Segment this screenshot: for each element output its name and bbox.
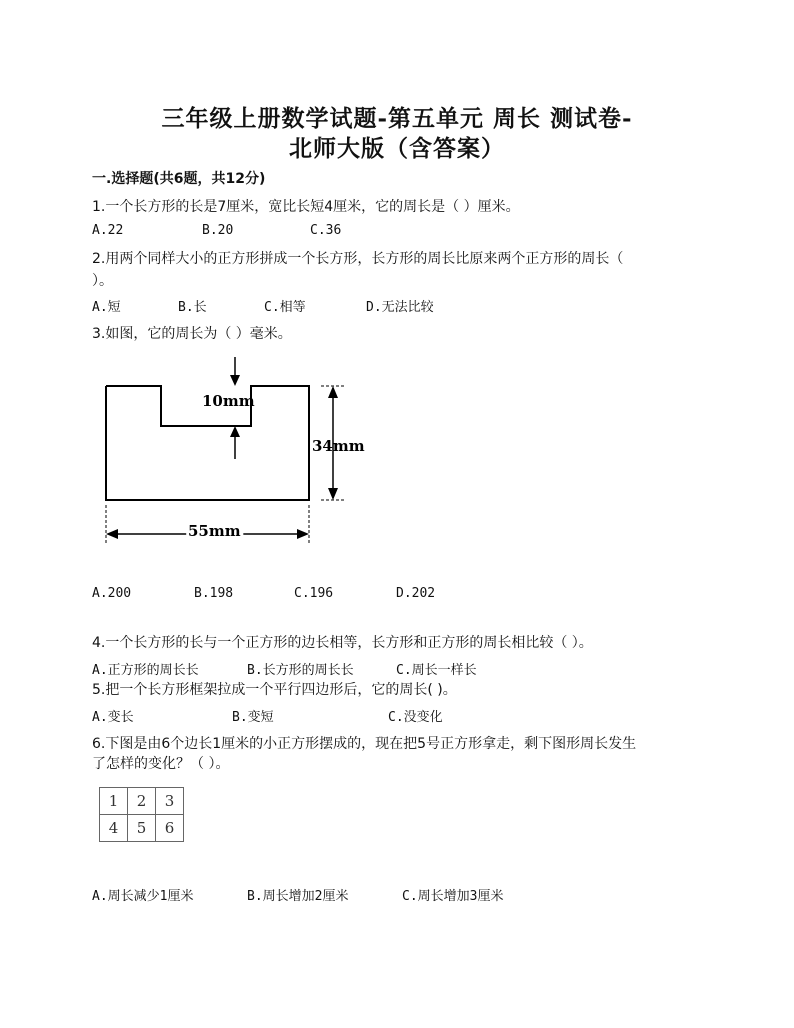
arrow-down-icon (328, 488, 338, 500)
square-cell: 5 (128, 815, 156, 842)
square-cell: 6 (156, 815, 184, 842)
q2-option-c: C.相等 (264, 300, 306, 315)
page-title-line1: 三年级上册数学试题-第五单元 周长 测试卷- (161, 105, 633, 132)
q5-option-c: C.没变化 (388, 710, 443, 725)
q1-option-b: B.20 (202, 223, 234, 238)
q6-option-b: B.周长增加2厘米 (247, 889, 349, 904)
square-cell: 4 (100, 815, 128, 842)
square-cell: 3 (156, 788, 184, 815)
q3-option-a: A.200 (92, 586, 132, 601)
q1-option-c: C.36 (310, 223, 342, 238)
square-cell: 2 (128, 788, 156, 815)
q5-option-b: B.变短 (232, 710, 274, 725)
square-cell: 1 (100, 788, 128, 815)
q3-option-b: B.198 (194, 586, 234, 601)
question-2-stem-line2: ）。 (92, 273, 113, 289)
q2-option-d: D.无法比较 (366, 300, 434, 315)
question-2-stem-line1: 2.用两个同样大小的正方形拼成一个长方形，长方形的周长比原来两个正方形的周长（ (92, 251, 624, 267)
section-heading: 一.选择题(共6题，共12分) (92, 171, 266, 187)
arrow-left-icon (106, 529, 118, 539)
q6-option-a: A.周长减少1厘米 (92, 889, 194, 904)
page-title-line2: 北师大版（含答案） (289, 135, 505, 162)
q1-option-a: A.22 (92, 223, 124, 238)
arrow-up-icon (230, 426, 240, 437)
label-10mm: 10mm (202, 392, 255, 410)
question-3-stem: 3.如图，它的周长为（ ）毫米。 (92, 326, 292, 342)
label-55mm: 55mm (188, 522, 241, 540)
q2-option-a: A.短 (92, 300, 121, 315)
label-34mm: 34mm (312, 437, 365, 455)
arrow-up-icon (328, 386, 338, 398)
question-6-stem-line1: 6.下图是由6个边长1厘米的小正方形摆成的，现在把5号正方形拿走，剩下图形周长发生 (92, 736, 637, 752)
q4-option-a: A.正方形的周长长 (92, 663, 199, 678)
q3-option-c: C.196 (294, 586, 334, 601)
question-4-stem: 4.一个长方形的长与一个正方形的边长相等，长方形和正方形的周长相比较（ ）。 (92, 635, 593, 651)
question-6-stem-line2: 了怎样的变化？（ ）。 (92, 756, 230, 772)
q4-option-b: B.长方形的周长长 (247, 663, 354, 678)
q5-option-a: A.变长 (92, 710, 134, 725)
perimeter-figure (95, 355, 375, 555)
question-5-stem: 5.把一个长方形框架拉成一个平行四边形后，它的周长( )。 (92, 682, 457, 698)
q6-option-c: C.周长增加3厘米 (402, 889, 504, 904)
question-1-stem: 1.一个长方形的长是7厘米，宽比长短4厘米，它的周长是（ ）厘米。 (92, 199, 520, 215)
q3-option-d: D.202 (396, 586, 436, 601)
arrow-right-icon (297, 529, 309, 539)
numbered-squares-grid (99, 787, 184, 842)
q4-option-c: C.周长一样长 (396, 663, 477, 678)
q2-option-b: B.长 (178, 300, 207, 315)
arrow-down-icon (230, 375, 240, 386)
